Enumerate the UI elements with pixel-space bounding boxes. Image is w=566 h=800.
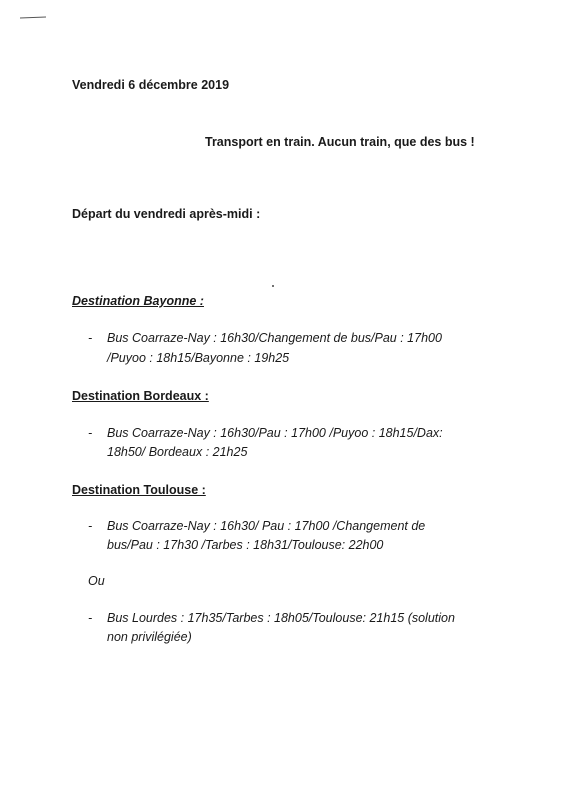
toulouse-route-2-line-2: non privilégiée) (107, 630, 192, 644)
transport-note: Transport en train. Aucun train, que des bus ! (205, 135, 475, 149)
toulouse-route-1-line-1: Bus Coarraze-Nay : 16h30/ Pau : 17h00 /Changement de (107, 519, 426, 533)
toulouse-route-2-line-1: Bus Lourdes : 17h35/Tarbes : 18h05/Toulouse: 21h15 (solution (107, 611, 455, 625)
bayonne-route-line-1: Bus Coarraze-Nay : 16h30/Changement de bus/Pau : 17h00 (107, 331, 442, 345)
list-dash: - (88, 519, 93, 533)
document-date: Vendredi 6 décembre 2019 (72, 78, 230, 92)
destination-bayonne-title: Destination Bayonne : (72, 294, 204, 308)
destination-bordeaux-title: Destination Bordeaux : (72, 389, 209, 403)
list-dash: - (88, 331, 93, 345)
toulouse-route-1-line-2: bus/Pau : 17h30 /Tarbes : 18h31/Toulouse: 22h00 (107, 538, 384, 552)
destination-toulouse-title: Destination Toulouse : (72, 483, 206, 497)
departure-heading: Départ du vendredi après-midi : (72, 207, 261, 221)
bordeaux-route-line-2: 18h50/ Bordeaux : 21h25 (107, 445, 248, 459)
or-separator: Ou (88, 574, 105, 588)
bordeaux-route-line-1: Bus Coarraze-Nay : 16h30/Pau : 17h00 /Puyoo : 18h15/Dax: (107, 426, 443, 440)
list-dash: - (88, 611, 93, 625)
scan-mark (20, 17, 46, 19)
scan-speck (272, 285, 274, 287)
bayonne-route-line-2: /Puyoo : 18h15/Bayonne : 19h25 (107, 351, 290, 365)
list-dash: - (88, 426, 93, 440)
